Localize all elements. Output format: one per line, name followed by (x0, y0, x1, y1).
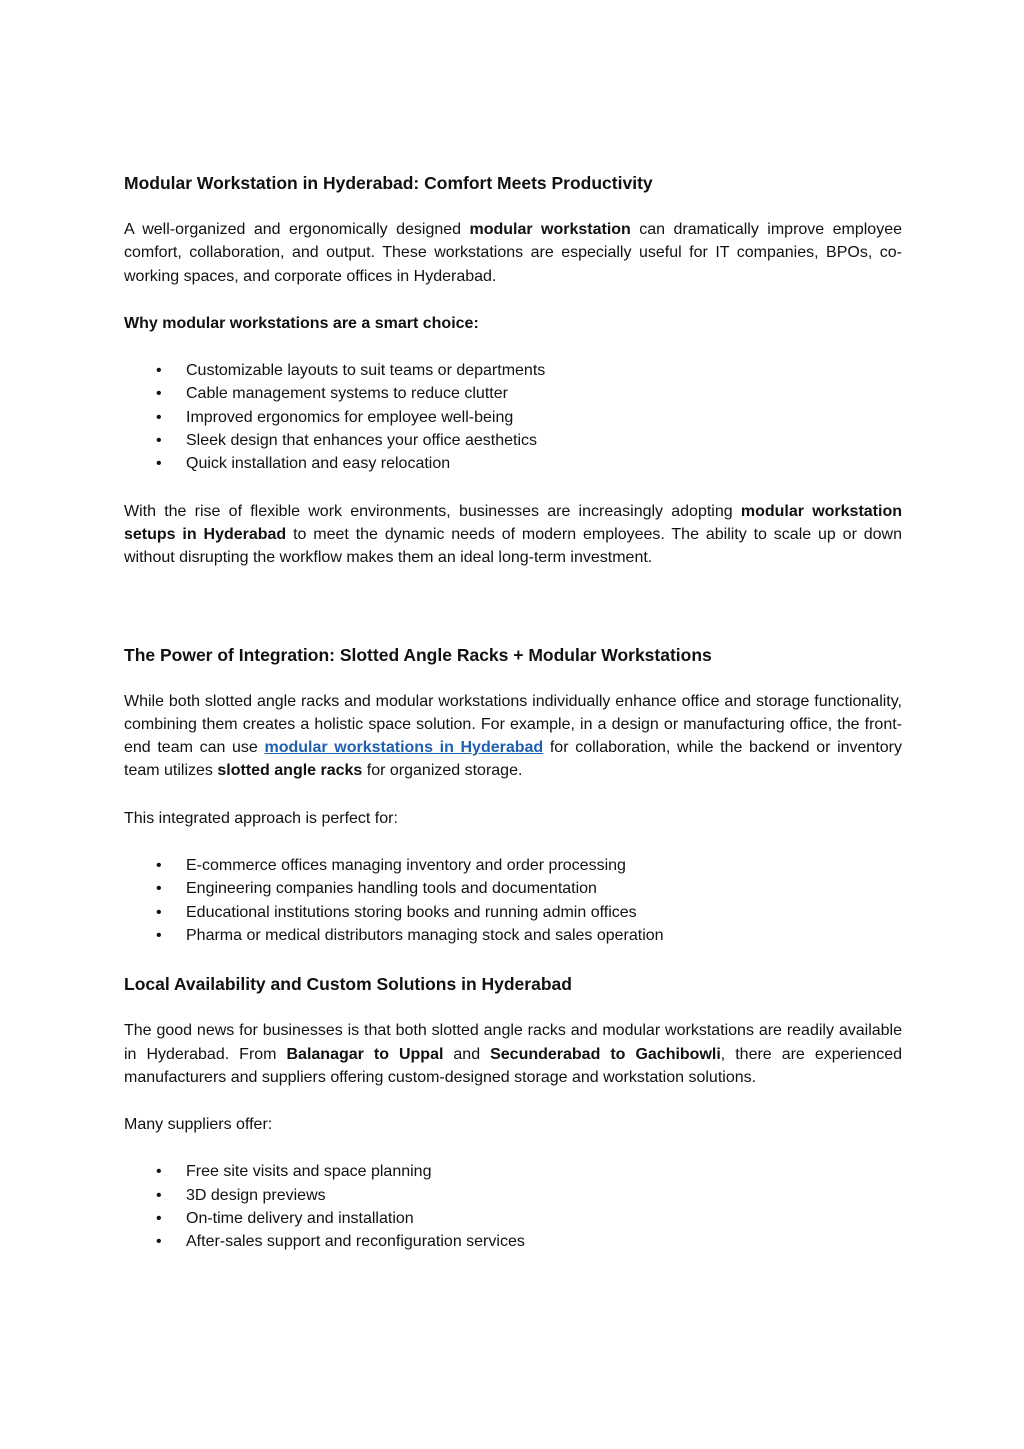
list-item: • Free site visits and space planning (124, 1160, 902, 1183)
availability-bold-route-2: Secunderabad to Gachibowli (490, 1045, 721, 1063)
subheading-smart-choice (124, 312, 902, 335)
modular-workstations-link[interactable]: modular workstations in Hyderabad (264, 739, 544, 757)
suppliers-list (124, 1160, 902, 1253)
section-heading-modular-workstation: Modular Workstation in Hyderabad: Comfort Meets Productivity (124, 173, 653, 193)
list-item: • Customizable layouts to suit teams or departments (124, 359, 902, 382)
availability-text: The good news for businesses is that both slotted angle racks and modular workstations are readily available in Hyderabad. From (124, 1022, 902, 1063)
integration-list (124, 854, 902, 947)
intro-paragraph (124, 218, 902, 288)
list-item: • Pharma or medical distributors managing stock and sales operation (124, 924, 902, 947)
closing-text: With the rise of flexible work environments, businesses are increasingly adopting (124, 502, 741, 520)
availability-bold-route-1: Balanagar to Uppal (286, 1045, 444, 1063)
list-item: • Improved ergonomics for employee well-being (124, 406, 902, 429)
availability-text-mid: and (443, 1045, 491, 1063)
integration-text-end: for organized storage. (362, 762, 523, 780)
integration-text-mid: for collaboration, while the backend or inventory team utilizes (124, 739, 903, 780)
intro-text: A well-organized and ergonomically designed (124, 221, 470, 238)
integration-bold-term: slotted angle racks (217, 762, 363, 780)
section-heading-integration: The Power of Integration: Slotted Angle Racks + Modular Workstations (124, 644, 712, 665)
list-item: • After-sales support and reconfiguration services (124, 1230, 902, 1253)
list-item: • On-time delivery and installation (124, 1207, 902, 1230)
availability-text-end: , there are experienced manufacturers and suppliers offering custom-designed storage and workstation solutions. (124, 1045, 902, 1086)
closing-text-end: to meet the dynamic needs of modern employees. The ability to scale up or down without disrupting the workflow makes them an ideal long-term investment. (124, 525, 903, 567)
list-item: • Educational institutions storing books and running admin offices (124, 901, 902, 924)
integration-paragraph (124, 690, 902, 783)
closing-bold-term: modular workstation setups in Hyderabad (124, 502, 902, 543)
intro-text-end: can dramatically improve employee comfort, collaboration, and output. These workstations are especially useful for IT companies, BPOs, co-working spaces, and corporate offices in Hyderabad. (124, 221, 903, 285)
document-page (124, 170, 902, 1254)
subheading-text: Why modular workstations are a smart choice: (124, 314, 479, 332)
list-item: • Engineering companies handling tools and documentation (124, 877, 902, 900)
integration-text: While both slotted angle racks and modular workstations individually enhance office and storage functionality, combining them creates a holistic space solution. For example, in a design or manufacturing office, the front-end team can use (124, 692, 902, 757)
list-item: • Cable management systems to reduce clutter (124, 382, 902, 405)
list-item: • E-commerce offices managing inventory and order processing (124, 854, 902, 877)
list-item: • Quick installation and easy relocation (124, 452, 902, 475)
list-item: • Sleek design that enhances your office aesthetics (124, 429, 902, 452)
section-heading-local-availability: Local Availability and Custom Solutions in Hyderabad (124, 974, 572, 995)
benefits-list (124, 359, 902, 475)
intro-bold-term: modular workstation (469, 221, 631, 238)
availability-paragraph (124, 1019, 902, 1089)
list-item: • 3D design previews (124, 1184, 902, 1207)
integration-lead: This integrated approach is perfect for: (124, 809, 398, 827)
suppliers-lead: Many suppliers offer: (124, 1116, 273, 1134)
closing-paragraph (124, 500, 902, 570)
